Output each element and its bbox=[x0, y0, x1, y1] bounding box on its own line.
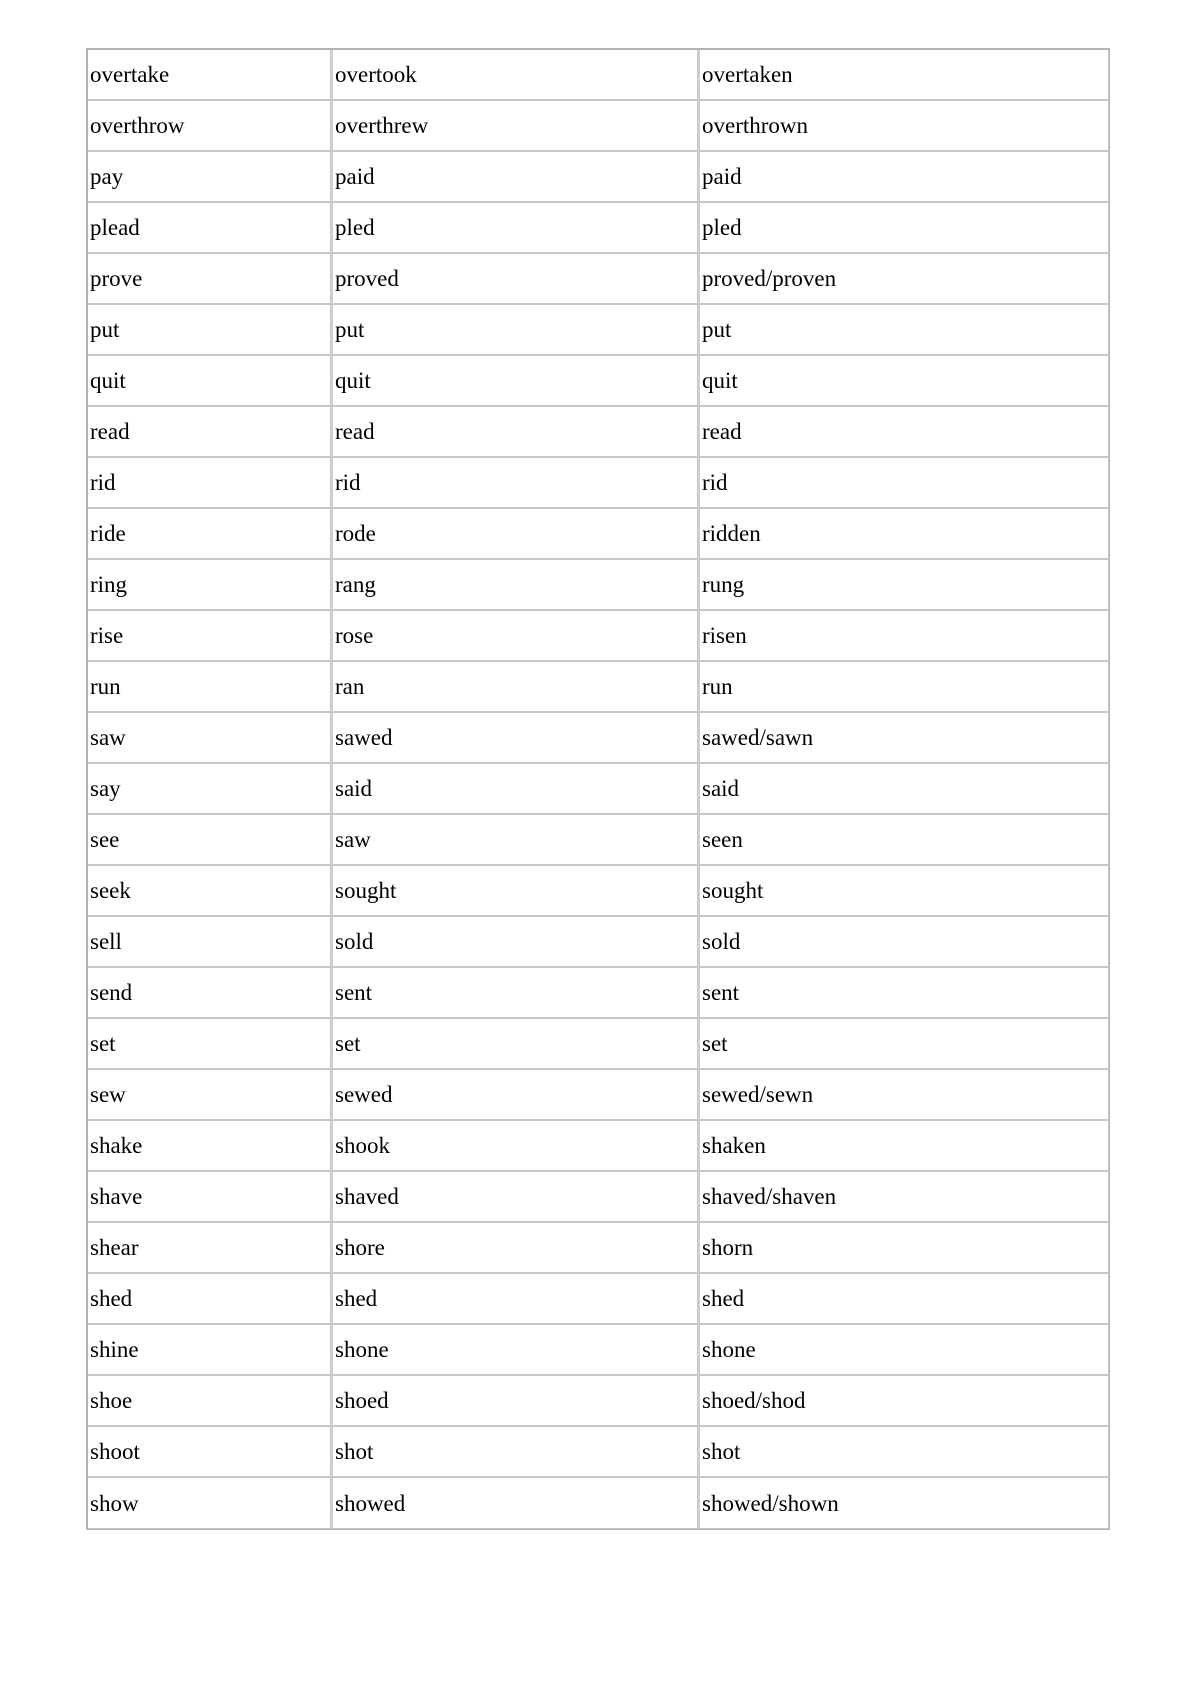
table-cell-past-participle: quit bbox=[698, 356, 1109, 407]
table-row bbox=[88, 866, 1109, 917]
table-cell-past-participle: overtaken bbox=[698, 50, 1109, 101]
table-row bbox=[88, 764, 1109, 815]
table-cell-past-participle: pled bbox=[698, 203, 1109, 254]
table-cell-past-participle: showed/shown bbox=[698, 1478, 1109, 1529]
table-row bbox=[88, 1274, 1109, 1325]
table-cell-base-form: pay bbox=[88, 152, 331, 203]
table-cell-base-form: sell bbox=[88, 917, 331, 968]
table-cell-past-simple: overthrew bbox=[331, 101, 698, 152]
table-cell-base-form: plead bbox=[88, 203, 331, 254]
table-cell-past-simple: said bbox=[331, 764, 698, 815]
table-cell-base-form: set bbox=[88, 1019, 331, 1070]
table-cell-base-form: see bbox=[88, 815, 331, 866]
verb-table-body bbox=[88, 50, 1109, 1529]
table-cell-past-simple: shore bbox=[331, 1223, 698, 1274]
table-cell-base-form: seek bbox=[88, 866, 331, 917]
table-row bbox=[88, 1070, 1109, 1121]
table-cell-past-participle: shaved/shaven bbox=[698, 1172, 1109, 1223]
table-cell-past-participle: sent bbox=[698, 968, 1109, 1019]
table-cell-base-form: saw bbox=[88, 713, 331, 764]
table-cell-past-participle: read bbox=[698, 407, 1109, 458]
table-row bbox=[88, 50, 1109, 101]
table-cell-past-simple: shook bbox=[331, 1121, 698, 1172]
table-cell-past-simple: rid bbox=[331, 458, 698, 509]
table-cell-past-participle: seen bbox=[698, 815, 1109, 866]
table-cell-past-participle: overthrown bbox=[698, 101, 1109, 152]
table-cell-past-simple: saw bbox=[331, 815, 698, 866]
table-cell-past-simple: sought bbox=[331, 866, 698, 917]
table-cell-base-form: show bbox=[88, 1478, 331, 1529]
table-cell-base-form: ring bbox=[88, 560, 331, 611]
table-row bbox=[88, 203, 1109, 254]
table-cell-past-participle: run bbox=[698, 662, 1109, 713]
table-cell-past-participle: risen bbox=[698, 611, 1109, 662]
table-row bbox=[88, 254, 1109, 305]
table-cell-base-form: read bbox=[88, 407, 331, 458]
table-row bbox=[88, 815, 1109, 866]
table-cell-base-form: shine bbox=[88, 1325, 331, 1376]
table-cell-base-form: shear bbox=[88, 1223, 331, 1274]
table-cell-past-participle: proved/proven bbox=[698, 254, 1109, 305]
table-cell-past-participle: shed bbox=[698, 1274, 1109, 1325]
table-cell-base-form: sew bbox=[88, 1070, 331, 1121]
table-row bbox=[88, 101, 1109, 152]
table-cell-past-participle: shot bbox=[698, 1427, 1109, 1478]
table-cell-base-form: ride bbox=[88, 509, 331, 560]
table-cell-past-participle: shorn bbox=[698, 1223, 1109, 1274]
table-cell-past-simple: rang bbox=[331, 560, 698, 611]
table-row bbox=[88, 611, 1109, 662]
table-cell-past-simple: showed bbox=[331, 1478, 698, 1529]
table-cell-past-simple: shone bbox=[331, 1325, 698, 1376]
table-cell-past-simple: set bbox=[331, 1019, 698, 1070]
table-cell-base-form: run bbox=[88, 662, 331, 713]
table-cell-past-participle: rid bbox=[698, 458, 1109, 509]
table-cell-base-form: shed bbox=[88, 1274, 331, 1325]
table-row bbox=[88, 1427, 1109, 1478]
table-cell-past-participle: sought bbox=[698, 866, 1109, 917]
table-row bbox=[88, 509, 1109, 560]
table-cell-past-participle: set bbox=[698, 1019, 1109, 1070]
table-cell-base-form: rid bbox=[88, 458, 331, 509]
table-row bbox=[88, 1172, 1109, 1223]
table-row bbox=[88, 713, 1109, 764]
table-row bbox=[88, 1478, 1109, 1529]
table-cell-past-participle: sold bbox=[698, 917, 1109, 968]
table-cell-past-simple: shed bbox=[331, 1274, 698, 1325]
table-row bbox=[88, 458, 1109, 509]
table-cell-past-simple: paid bbox=[331, 152, 698, 203]
table-cell-base-form: shake bbox=[88, 1121, 331, 1172]
table-cell-base-form: rise bbox=[88, 611, 331, 662]
table-row bbox=[88, 1019, 1109, 1070]
table-cell-past-simple: read bbox=[331, 407, 698, 458]
table-row bbox=[88, 968, 1109, 1019]
table-cell-past-participle: ridden bbox=[698, 509, 1109, 560]
table-cell-base-form: overtake bbox=[88, 50, 331, 101]
table-cell-base-form: overthrow bbox=[88, 101, 331, 152]
table-cell-past-simple: rose bbox=[331, 611, 698, 662]
table-cell-past-participle: sawed/sawn bbox=[698, 713, 1109, 764]
table-cell-past-simple: put bbox=[331, 305, 698, 356]
table-cell-past-simple: overtook bbox=[331, 50, 698, 101]
table-cell-past-simple: shoed bbox=[331, 1376, 698, 1427]
table-cell-base-form: shoot bbox=[88, 1427, 331, 1478]
irregular-verbs-table bbox=[86, 48, 1110, 1530]
table-cell-past-simple: sawed bbox=[331, 713, 698, 764]
table-cell-past-participle: rung bbox=[698, 560, 1109, 611]
table-cell-past-simple: rode bbox=[331, 509, 698, 560]
table-row bbox=[88, 1223, 1109, 1274]
table-cell-base-form: shoe bbox=[88, 1376, 331, 1427]
table-row bbox=[88, 356, 1109, 407]
table-cell-base-form: quit bbox=[88, 356, 331, 407]
table-row bbox=[88, 407, 1109, 458]
table-cell-past-simple: pled bbox=[331, 203, 698, 254]
table-cell-past-participle: put bbox=[698, 305, 1109, 356]
table-cell-past-participle: shone bbox=[698, 1325, 1109, 1376]
table-row bbox=[88, 560, 1109, 611]
table-cell-past-simple: shot bbox=[331, 1427, 698, 1478]
table-cell-past-participle: sewed/sewn bbox=[698, 1070, 1109, 1121]
table-cell-past-simple: sold bbox=[331, 917, 698, 968]
table-cell-past-simple: sent bbox=[331, 968, 698, 1019]
table-cell-past-participle: paid bbox=[698, 152, 1109, 203]
table-row bbox=[88, 152, 1109, 203]
table-row bbox=[88, 917, 1109, 968]
table-cell-past-simple: ran bbox=[331, 662, 698, 713]
table-cell-past-participle: shoed/shod bbox=[698, 1376, 1109, 1427]
table-cell-past-participle: shaken bbox=[698, 1121, 1109, 1172]
table-cell-past-simple: proved bbox=[331, 254, 698, 305]
table-cell-base-form: say bbox=[88, 764, 331, 815]
table-row bbox=[88, 1121, 1109, 1172]
table-cell-base-form: put bbox=[88, 305, 331, 356]
table-cell-base-form: shave bbox=[88, 1172, 331, 1223]
table-cell-past-simple: shaved bbox=[331, 1172, 698, 1223]
table-cell-past-participle: said bbox=[698, 764, 1109, 815]
table-row bbox=[88, 1325, 1109, 1376]
table-cell-past-simple: sewed bbox=[331, 1070, 698, 1121]
table-row bbox=[88, 662, 1109, 713]
table-cell-base-form: prove bbox=[88, 254, 331, 305]
table-cell-base-form: send bbox=[88, 968, 331, 1019]
table-row bbox=[88, 305, 1109, 356]
table-cell-past-simple: quit bbox=[331, 356, 698, 407]
table-row bbox=[88, 1376, 1109, 1427]
